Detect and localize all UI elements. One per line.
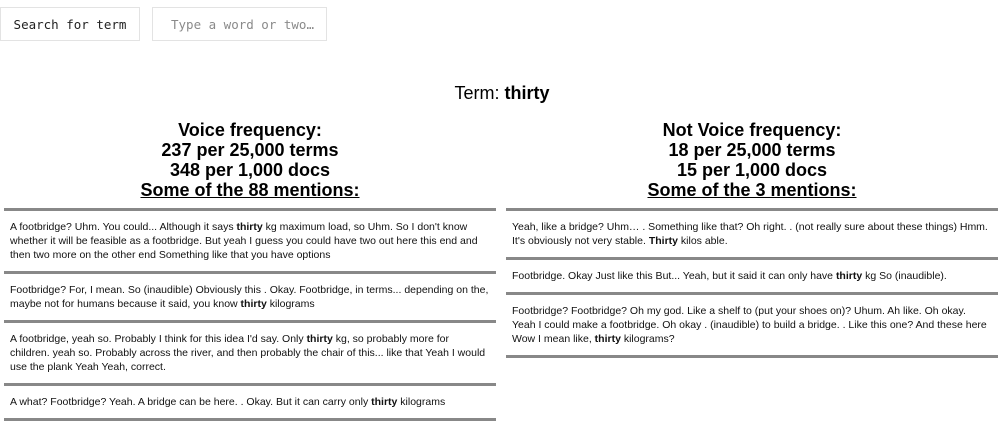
snippet: [506, 257, 998, 292]
voice-header: [4, 120, 496, 208]
snippet: [4, 320, 496, 383]
snippet-text: kilograms?: [620, 333, 675, 345]
not-voice-mentions-label: Some of the 3 mentions:: [647, 180, 857, 200]
snippet-text: kg, so probably more for children. yeah so. Probably across the river, and then probably the chair of this... like that Yeah I would use the plank Yeah Yeah, correct.: [10, 333, 486, 373]
snippet: [4, 208, 496, 271]
not-voice-title: Not Voice frequency:: [662, 120, 842, 140]
snippet-text: A footbridge? Uhm. You could... Although it says: [10, 221, 237, 233]
voice-per-docs: 348 per 1,000 docs: [169, 160, 331, 180]
voice-snippet-list: [4, 208, 496, 421]
search-button[interactable]: Search for term: [0, 7, 140, 41]
snippet-text: kilograms: [266, 298, 315, 310]
snippet-highlight: thirty: [594, 333, 621, 345]
snippet-text: kg So (inaudible).: [862, 270, 947, 282]
snippet-text: kg maximum load, so Uhm. So I don't know whether it will be feasible as a footbridge. But yeah I guess you could have two out here this end and then two more on the other end Something like that you have options: [10, 221, 478, 261]
snippet-highlight: thirty: [236, 221, 263, 233]
snippet-highlight: Thirty: [648, 235, 678, 247]
snippet: [506, 208, 998, 257]
snippet-text: kilograms: [397, 396, 446, 408]
not-voice-per-docs: 15 per 1,000 docs: [676, 160, 828, 180]
snippet-text: A footbridge, yeah so. Probably I think for this idea I'd say. Only: [10, 333, 307, 345]
voice-per-terms: 237 per 25,000 terms: [161, 140, 339, 160]
snippet-text: Footbridge? Footbridge? Oh my god. Like a shelf to (put your shoes on)? Uhum. Ah like. Oh okay. Yeah I could make a footbridge. Oh okay . (inaudible) to build a bridge. . Like this one? And these here Wow I mean like,: [512, 305, 987, 345]
snippet: [4, 383, 496, 421]
snippet-highlight: thirty: [835, 270, 863, 282]
snippet-highlight: thirty: [240, 298, 267, 310]
term-word: thirty: [504, 83, 550, 103]
search-input[interactable]: [152, 7, 327, 41]
snippet-text: Yeah, like a bridge? Uhm… . Something like that? Oh right. . (not really sure about these things) Hmm. It's obviously not very stable.: [512, 221, 988, 247]
snippet-text: A what? Footbridge? Yeah. A bridge can be here. . Okay. But it can carry only: [10, 396, 372, 408]
term-title: [0, 82, 1004, 104]
snippet: [4, 271, 496, 320]
snippet-text: kilos able.: [678, 235, 728, 247]
not-voice-per-terms: 18 per 25,000 terms: [668, 140, 836, 160]
snippet: [506, 292, 998, 358]
snippet-text: Footbridge. Okay Just like this But... Yeah, but it said it can only have: [512, 270, 836, 282]
voice-column: [4, 120, 496, 421]
snippet-highlight: thirty: [371, 396, 398, 408]
snippet-highlight: thirty: [306, 333, 333, 345]
term-prefix: Term:: [454, 83, 500, 103]
not-voice-header: [506, 120, 998, 208]
voice-mentions-label: Some of the 88 mentions:: [140, 180, 360, 200]
snippet-text: Footbridge? For, I mean. So (inaudible) Obviously this . Okay. Footbridge, in terms... depending on the, maybe not for humans because it said, you know: [10, 284, 489, 310]
not-voice-snippet-list: [506, 208, 998, 358]
not-voice-column: [506, 120, 998, 358]
voice-title: Voice frequency:: [178, 120, 322, 140]
